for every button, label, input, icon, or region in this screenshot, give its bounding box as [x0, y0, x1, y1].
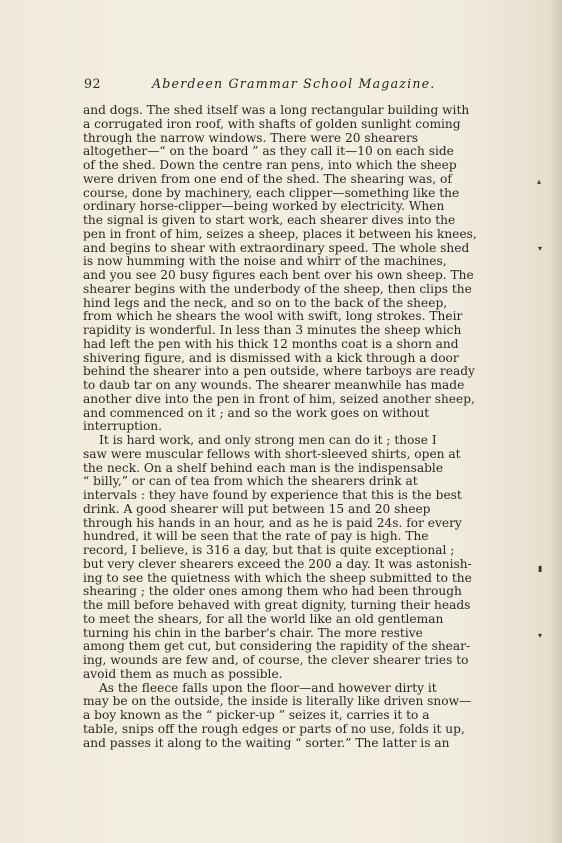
text-line: As the fleece falls upon the floor—and however dirty it [99, 680, 437, 695]
text-line: of the shed. Down the centre ran pens, into which the sheep [83, 158, 457, 172]
text-line: through his hands in an hour, and as he is paid 24s. for every [83, 515, 462, 530]
text-line: and dogs. The shed itself was a long rectangular building with [83, 103, 470, 117]
text-line: and begins to shear with extraordinary speed. The whole shed [83, 240, 470, 255]
text-line: hind legs and the neck, and so on to the back of the sheep, [83, 295, 448, 310]
text-line: shearer begins with the underbody of the sheep, then clips the [83, 281, 472, 296]
text-line: another dive into the pen in front of him, seized another sheep, [83, 391, 475, 406]
page-header [84, 76, 456, 92]
text-line: to daub tar on any wounds. The shearer meanwhile has made [83, 378, 465, 392]
running-title: Aberdeen Grammar School Magazine. [152, 76, 436, 91]
body-text [83, 103, 477, 750]
text-line: were driven from one end of the shed. The shearing was, of [83, 171, 452, 186]
text-line: table, snips off the rough edges or parts of no use, folds it up, [83, 721, 465, 736]
text-line: ordinary horse-clipper—being worked by electricity. When [83, 199, 445, 214]
text-line: through the narrow windows. There were 20 shearers [83, 130, 419, 145]
text-line: to meet the shears, for all the world like an old gentleman [83, 611, 444, 626]
text-line: record, I believe, is 316 a day, but that is quite exceptional ; [83, 543, 455, 557]
text-line: among them get cut, but considering the rapidity of the shear- [83, 639, 471, 654]
text-line: saw were muscular fellows with short-sleeved shirts, open at [83, 446, 461, 461]
text-line: intervals : they have found by experience that this is the best [83, 488, 462, 502]
text-line: hundred, it will be seen that the rate of pay is high. The [83, 529, 429, 544]
paragraph [83, 433, 472, 682]
text-line: drink. A good shearer will put between 15 and 20 sheep [83, 501, 431, 516]
margin-speck: ▮ [538, 564, 543, 573]
text-line: avoid them as much as possible. [83, 666, 283, 681]
text-line: the mill before behaved with great dignity, turning their heads [83, 598, 471, 612]
text-line: and commenced on it ; and so the work goes on without [83, 405, 430, 420]
text-line: a boy known as the “ picker-up ” seizes it, carries it to a [83, 708, 430, 722]
margin-speck: ▾ [538, 631, 543, 640]
text-line: may be on the outside, the inside is literally like driven snow— [83, 694, 472, 709]
text-line: altogether—“ on the board ” as they call it—10 on each side [83, 144, 454, 159]
text-line: the neck. On a shelf behind each man is the indispensable [83, 460, 444, 475]
text-line: behind the shearer into a pen outside, where tarboys are ready [83, 364, 475, 379]
text-line: rapidity is wonderful. In less than 3 minutes the sheep which [83, 323, 462, 337]
text-line: pen in front of him, seizes a sheep, places it between his knees, [83, 226, 477, 241]
text-line: is now humming with the noise and whirr of the machines, [83, 254, 447, 269]
text-line: the signal is given to start work, each shearer dives into the [83, 213, 456, 227]
text-line: but very clever shearers exceed the 200 a day. It was astonish- [83, 556, 472, 571]
text-line: “ billy,” or can of tea from which the shearers drink at [83, 474, 418, 489]
paragraph [83, 103, 477, 434]
text-line: a corrugated iron roof, with shafts of golden sunlight coming [83, 116, 461, 131]
text-line: and passes it along to the waiting “ sorter.” The latter is an [83, 735, 450, 750]
text-line: shearing ; the older ones among them who had been through [83, 584, 462, 599]
margin-speck: ▾ [538, 244, 543, 253]
text-line: from which he shears the wool with swift, long strokes. Their [83, 309, 463, 324]
text-line: It is hard work, and only strong men can do it ; those I [99, 433, 437, 447]
text-line: course, done by machinery, each clipper—something like the [83, 185, 460, 200]
text-line: ing to see the quietness with which the sheep submitted to the [83, 570, 472, 585]
text-line: interruption. [83, 419, 163, 434]
text-line: had left the pen with his thick 12 months coat is a shorn and [83, 336, 459, 351]
paragraph [83, 680, 472, 751]
margin-speck: ▴ [537, 177, 542, 186]
page-number: 92 [84, 76, 102, 91]
text-line: turning his chin in the barber's chair. The more restive [83, 625, 423, 640]
text-line: and you see 20 busy figures each bent over his own sheep. The [83, 268, 474, 282]
text-line: ing, wounds are few and, of course, the clever shearer tries to [83, 653, 469, 667]
text-line: shivering figure, and is dismissed with a kick through a door [83, 350, 459, 365]
